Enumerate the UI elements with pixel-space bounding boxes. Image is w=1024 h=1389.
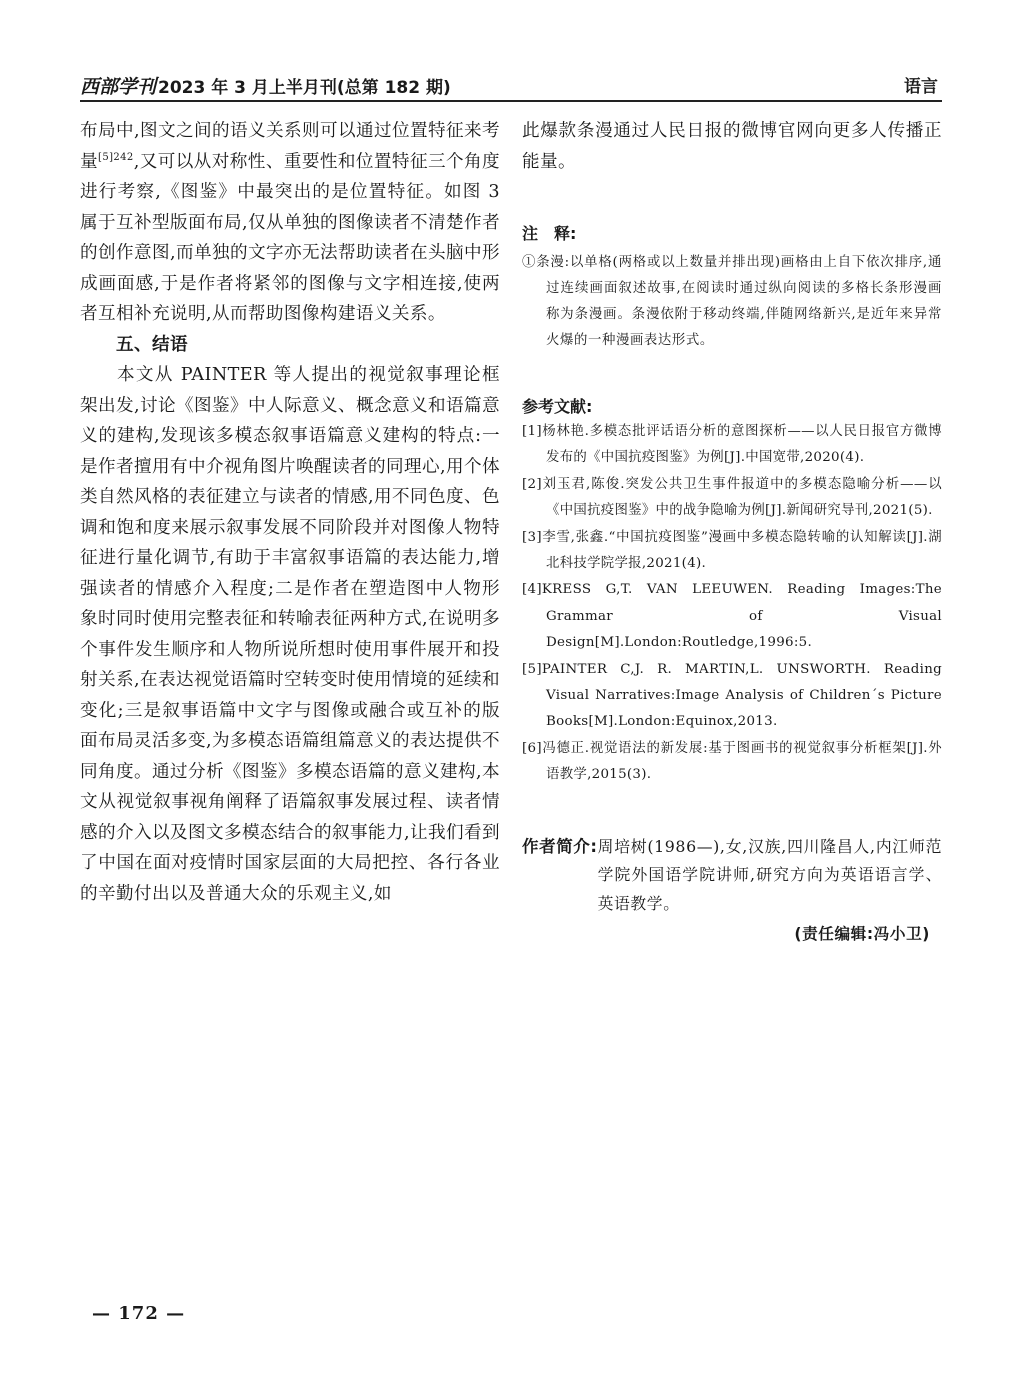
issue-info: 2023 年 3 月上半月刊(总第 182 期) (158, 78, 451, 98)
reference-item: [6]冯德正.视觉语法的新发展:基于图画书的视觉叙事分析框架[J].外语教学,2015(3). (522, 740, 942, 783)
author-info (522, 833, 942, 949)
section-name: 语言 (904, 77, 938, 97)
author-bio: 周培树(1986—),女,汉族,四川隆昌人,内江师范学院外国语学院讲师,研究方向为英语语言学、英语教学。 (597, 836, 942, 913)
reference-item: [4]KRESS G,T. VAN LEEUWEN. Reading Images:The Grammar of Visual Design[M].London:Routledge,1996:5. (522, 582, 942, 651)
page-number: — 172 — (92, 1303, 186, 1324)
right-column (522, 116, 942, 949)
references-list (522, 419, 942, 789)
section-title: 五、结语 (116, 334, 188, 355)
header-left (80, 72, 451, 99)
left-column (80, 116, 500, 909)
reference-item: [2]刘玉君,陈俊.突发公共卫生事件报道中的多模态隐喻分析——以《中国抗疫图鉴》中的战争隐喻为例[J].新闻研究导刊,2021(5). (522, 476, 942, 519)
reference-item: [1]杨林艳.多模态批评话语分析的意图探析——以人民日报官方微博发布的《中国抗疫图鉴》为例[J].中国宽带,2020(4). (522, 424, 942, 466)
running-header (80, 68, 942, 100)
citation-marker: [5]242 (98, 151, 134, 163)
continued-paragraph: 布局中,图文之间的语义关系则可以通过位置特征来考量$^{[5]242}$,又可以从对称性、重要性和位置特征三个角度进行考察,《图鉴》中最突出的是位置特征。如图 3 属于互补型版面布局,仅从单独的图像读者不清楚作者的创作意图,而单独的文字亦无法帮助读者在头脑中形成画面感,于是作者将紧邻的图像与文字相连接,使两者互相补充说明,从而帮助图像构建语义关系。 (80, 121, 501, 324)
note-item: ①条漫:以单格(两格或以上数量并排出现)画格由上自下依次排序,通过连续画面叙述故事,在阅读时通过纵向阅读的多格长条形漫画称为条漫画。条漫依附于移动终端,伴随网络新兴,是近年来异常火爆的一种漫画表达形式。 (522, 255, 942, 348)
conclusion-end: 此爆款条漫通过人民日报的微博官网向更多人传播正能量。 (522, 121, 942, 172)
journal-name: 西部学刊 (80, 76, 157, 98)
reference-item: [3]李雪,张鑫.“中国抗疫图鉴”漫画中多模态隐转喻的认知解读[J].湖北科技学院学报,2021(4). (522, 529, 942, 572)
author-label: 作者简介: (522, 836, 598, 856)
notes-list (522, 250, 942, 354)
editor-credit: (责任编辑:冯小卫) (794, 925, 930, 944)
reference-item: [5]PAINTER C,J. R. MARTIN,L. UNSWORTH. Reading Visual Narratives:Image Analysis of Children´s Picture Books[M].London:Equinox,2013. (522, 661, 942, 730)
notes-title: 注 释: (522, 224, 577, 243)
conclusion-paragraph: 本文从 PAINTER 等人提出的视觉叙事理论框架出发,讨论《图鉴》中人际意义、概念意义和语篇意义的建构,发现该多模态叙事语篇意义建构的特点:一是作者擅用有中介视角图片唤醒读者的同理心,用个体类自然风格的表征建立与读者的情感,用不同色度、色调和饱和度来展示叙事发展不同阶段并对图像人物特征进行量化调节,有助于丰富叙事语篇的表达能力,增强读者的情感介入程度;二是作者在塑造图中人物形象时同时使用完整表征和转喻表征两种方式,在说明多个事件发生顺序和人物所说所想时使用事件展开和投射关系,在表达视觉语篇时空转变时使用情境的延续和变化;三是叙事语篇中文字与图像或融合或互补的版面布局灵活多变,为多模态语篇组篇意义的表达提供不同角度。通过分析《图鉴》多模态语篇的意义建构,本文从视觉叙事视角阐释了语篇叙事发展过程、读者情感的介入以及图文多模态结合的叙事能力,让我们看到了中国在面对疫情时国家层面的大局把控、各行各业的辛勤付出以及普通大众的乐观主义,如 (80, 365, 500, 904)
header-rule (80, 100, 942, 102)
references-title: 参考文献: (522, 397, 593, 416)
